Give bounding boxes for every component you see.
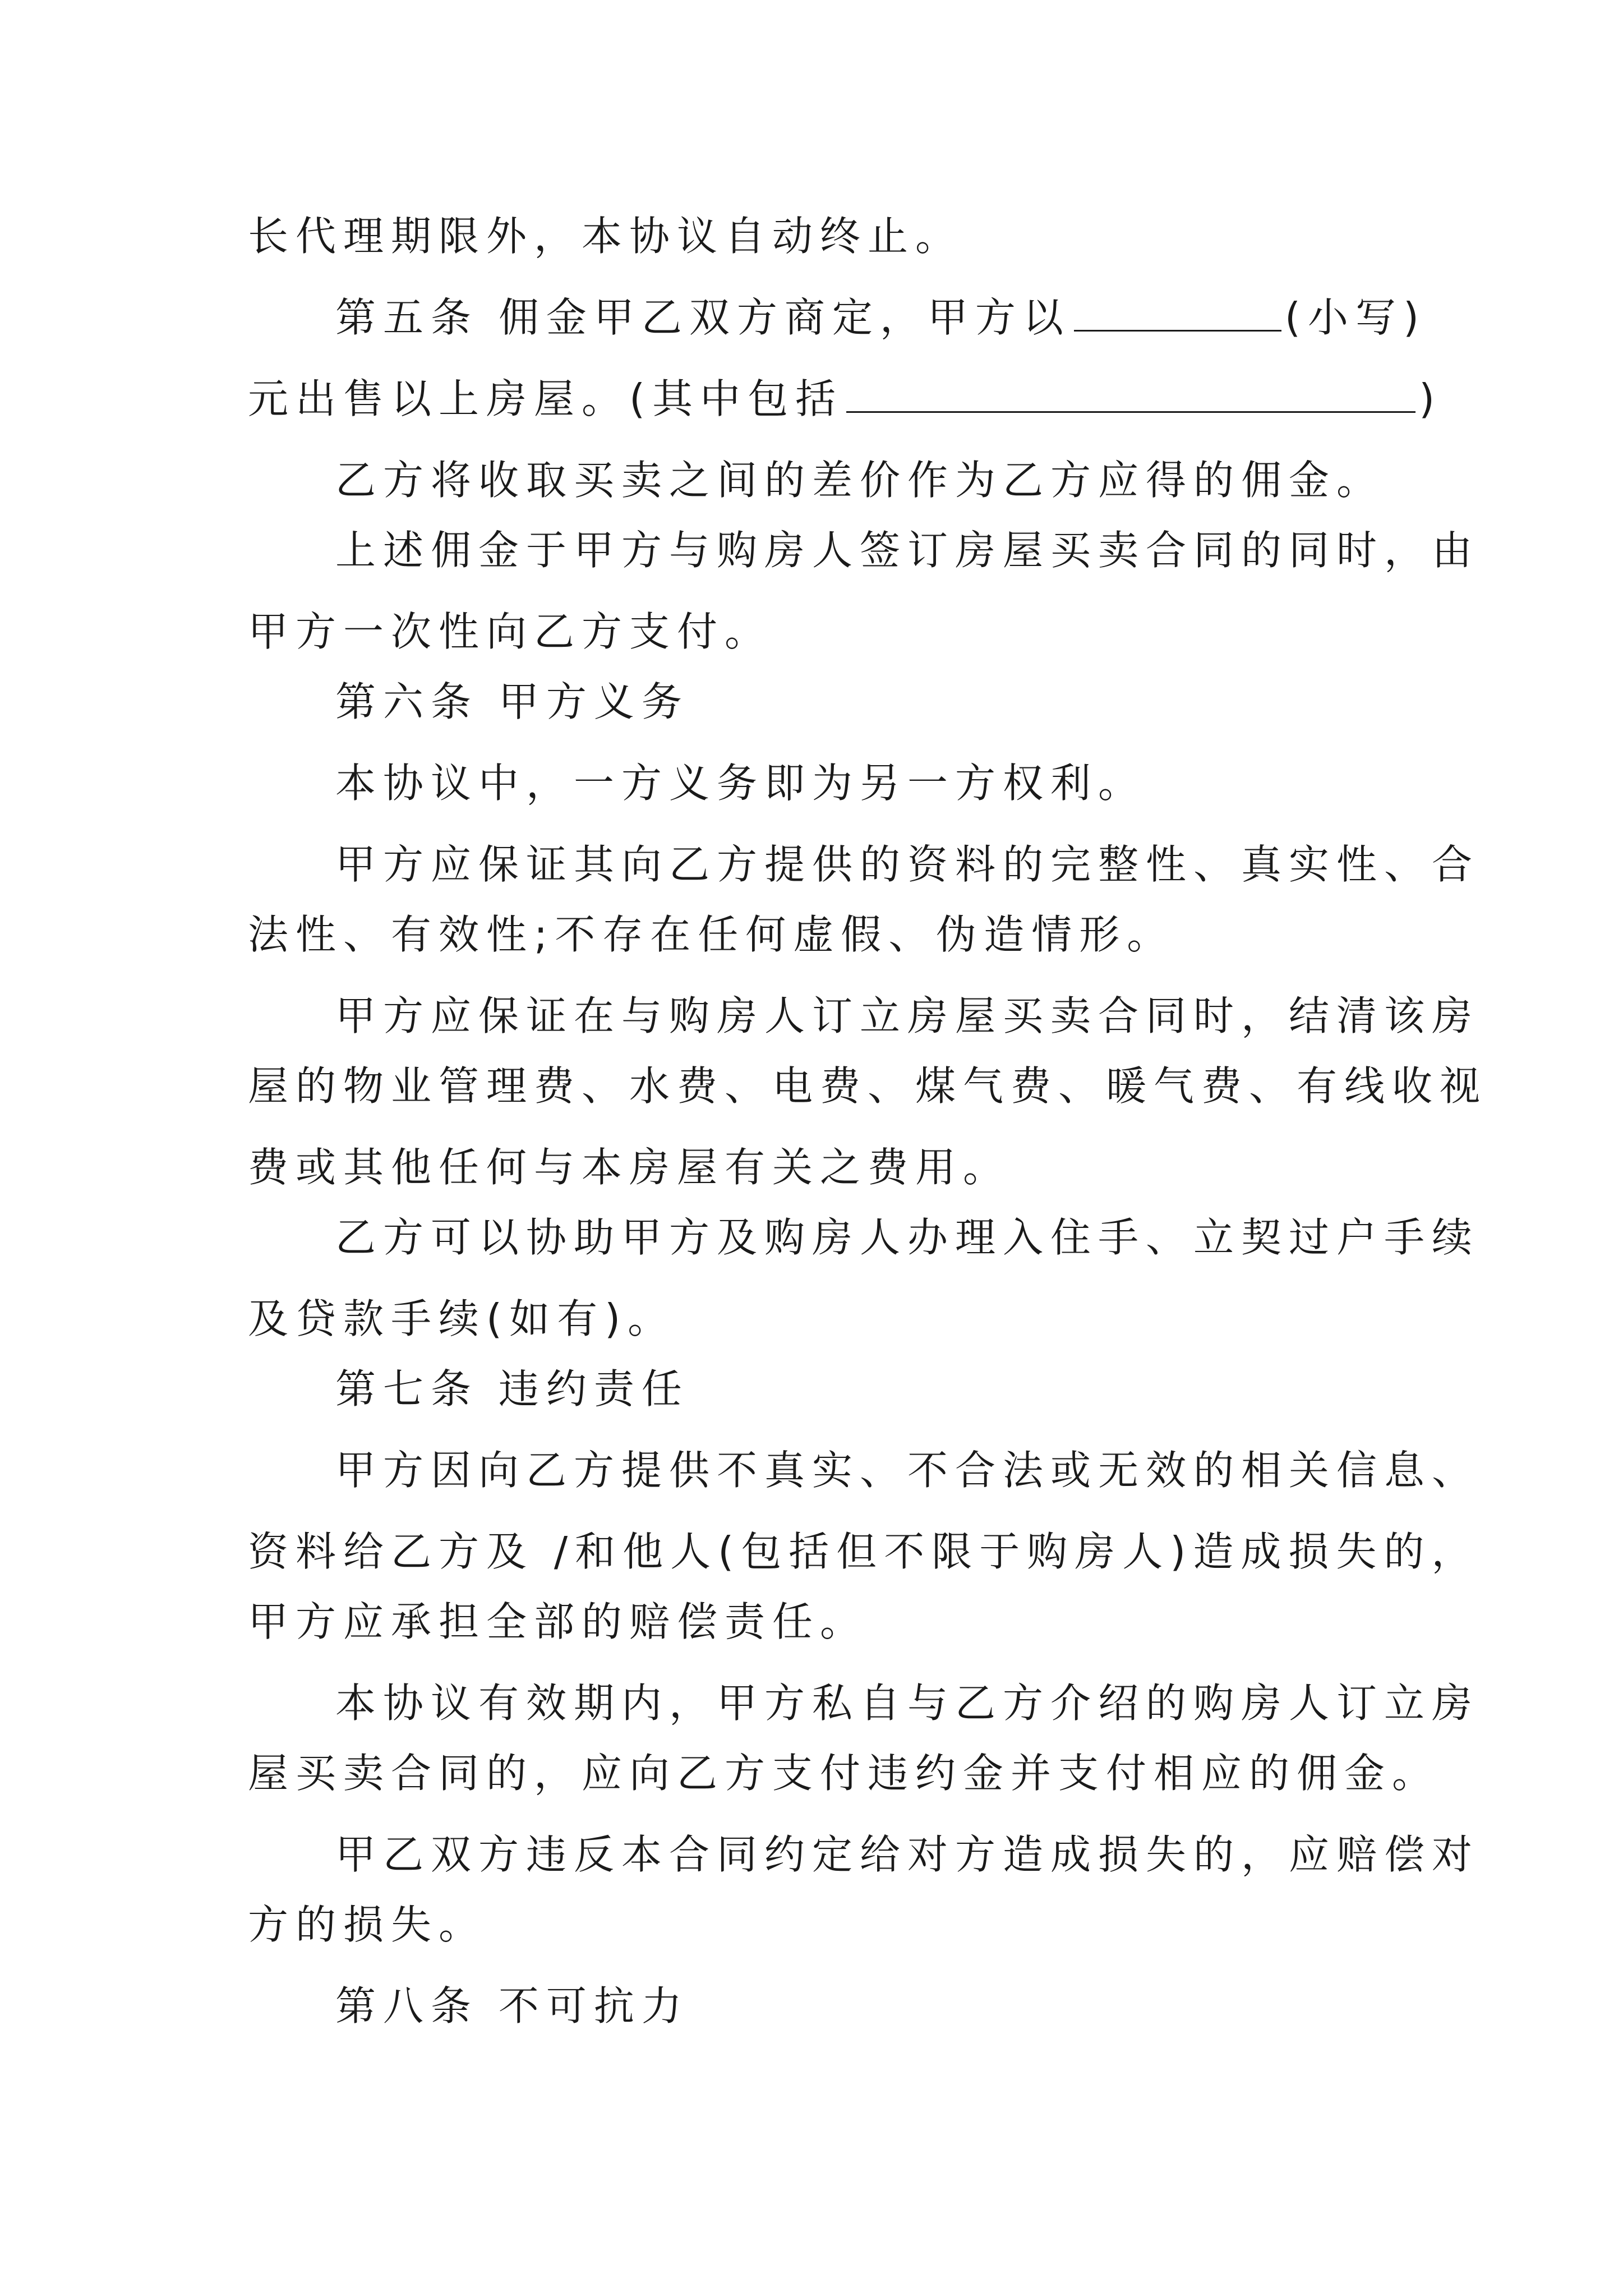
text-run: 长代理期限外，本协议自动终止。 <box>248 213 963 260</box>
text-run: 第五条 佣金甲乙双方商定，甲方以 <box>335 294 1071 341</box>
paragraph-line <box>335 992 1480 1039</box>
paragraph-line <box>248 608 773 655</box>
paragraph-line <box>335 1831 1480 1878</box>
text-run: 甲方应保证其向乙方提供的资料的完整性、真实性、合 <box>335 841 1480 888</box>
text-run: ) <box>1419 375 1442 422</box>
text-run: 甲方应承担全部的赔偿责任。 <box>248 1598 868 1645</box>
paragraph-line <box>335 1680 1480 1727</box>
paragraph-line <box>335 1447 1480 1494</box>
text-run: 甲方因向乙方提供不真实、不合法或无效的相关信息、 <box>335 1447 1480 1494</box>
text-run: 甲方应保证在与购房人订立房屋买卖合同时，结清该房 <box>335 992 1480 1039</box>
paragraph-line <box>248 1528 1479 1575</box>
article-7-heading <box>335 1365 689 1412</box>
text-run: 屋买卖合同的，应向乙方支付违约金并支付相应的佣金。 <box>248 1750 1440 1797</box>
text-run: 资料给乙方及 /和他人(包括但不限于购房人)造成损失的， <box>248 1528 1479 1575</box>
article-6-heading <box>335 678 689 725</box>
amount-blank <box>1074 297 1281 332</box>
paragraph-line <box>248 911 1175 958</box>
article-8-heading <box>335 1982 689 2030</box>
paragraph-line <box>248 375 1442 422</box>
paragraph-line <box>335 527 1480 574</box>
text-run: 甲乙双方违反本合同约定给对方造成损失的，应赔偿对 <box>335 1831 1480 1878</box>
text-run: 乙方可以协助甲方及购房人办理入住手、立契过户手续 <box>335 1214 1480 1261</box>
text-run: 方的损失。 <box>248 1901 487 1948</box>
text-run: 及贷款手续(如有)。 <box>248 1295 676 1342</box>
article-5-heading-line <box>335 294 1427 341</box>
text-run: 第六条 甲方义务 <box>335 678 689 725</box>
paragraph-line <box>248 213 963 260</box>
paragraph-line <box>248 1750 1440 1797</box>
paragraph-line <box>248 1062 1488 1110</box>
text-run: 法性、有效性;不存在任何虚假、伪造情形。 <box>248 911 1175 958</box>
text-run: 屋的物业管理费、水费、电费、煤气费、暖气费、有线收视 <box>248 1062 1488 1110</box>
text-run: 元出售以上房屋。(其中包括 <box>248 375 843 422</box>
text-run: 乙方将收取买卖之间的差价作为乙方应得的佣金。 <box>335 457 1385 504</box>
paragraph-line <box>248 1598 868 1645</box>
paragraph-line <box>335 841 1480 888</box>
text-run: 第七条 违约责任 <box>335 1365 689 1412</box>
text-run: 费或其他任何与本房屋有关之费用。 <box>248 1144 1011 1191</box>
text-run: 本协议有效期内，甲方私自与乙方介绍的购房人订立房 <box>335 1680 1480 1727</box>
text-run: 上述佣金于甲方与购房人签订房屋买卖合同的同时，由 <box>335 527 1480 574</box>
paragraph-line <box>248 1901 487 1948</box>
text-run: (小写) <box>1284 294 1427 341</box>
includes-blank <box>846 379 1415 413</box>
paragraph-line <box>248 1144 1011 1191</box>
text-run: 本协议中，一方义务即为另一方权利。 <box>335 760 1146 807</box>
text-run: 甲方一次性向乙方支付。 <box>248 608 773 655</box>
text-run: 第八条 不可抗力 <box>335 1982 689 2030</box>
paragraph-line <box>335 1214 1480 1261</box>
paragraph-line <box>248 1295 676 1342</box>
paragraph-line <box>335 760 1146 807</box>
paragraph-line <box>335 457 1385 504</box>
